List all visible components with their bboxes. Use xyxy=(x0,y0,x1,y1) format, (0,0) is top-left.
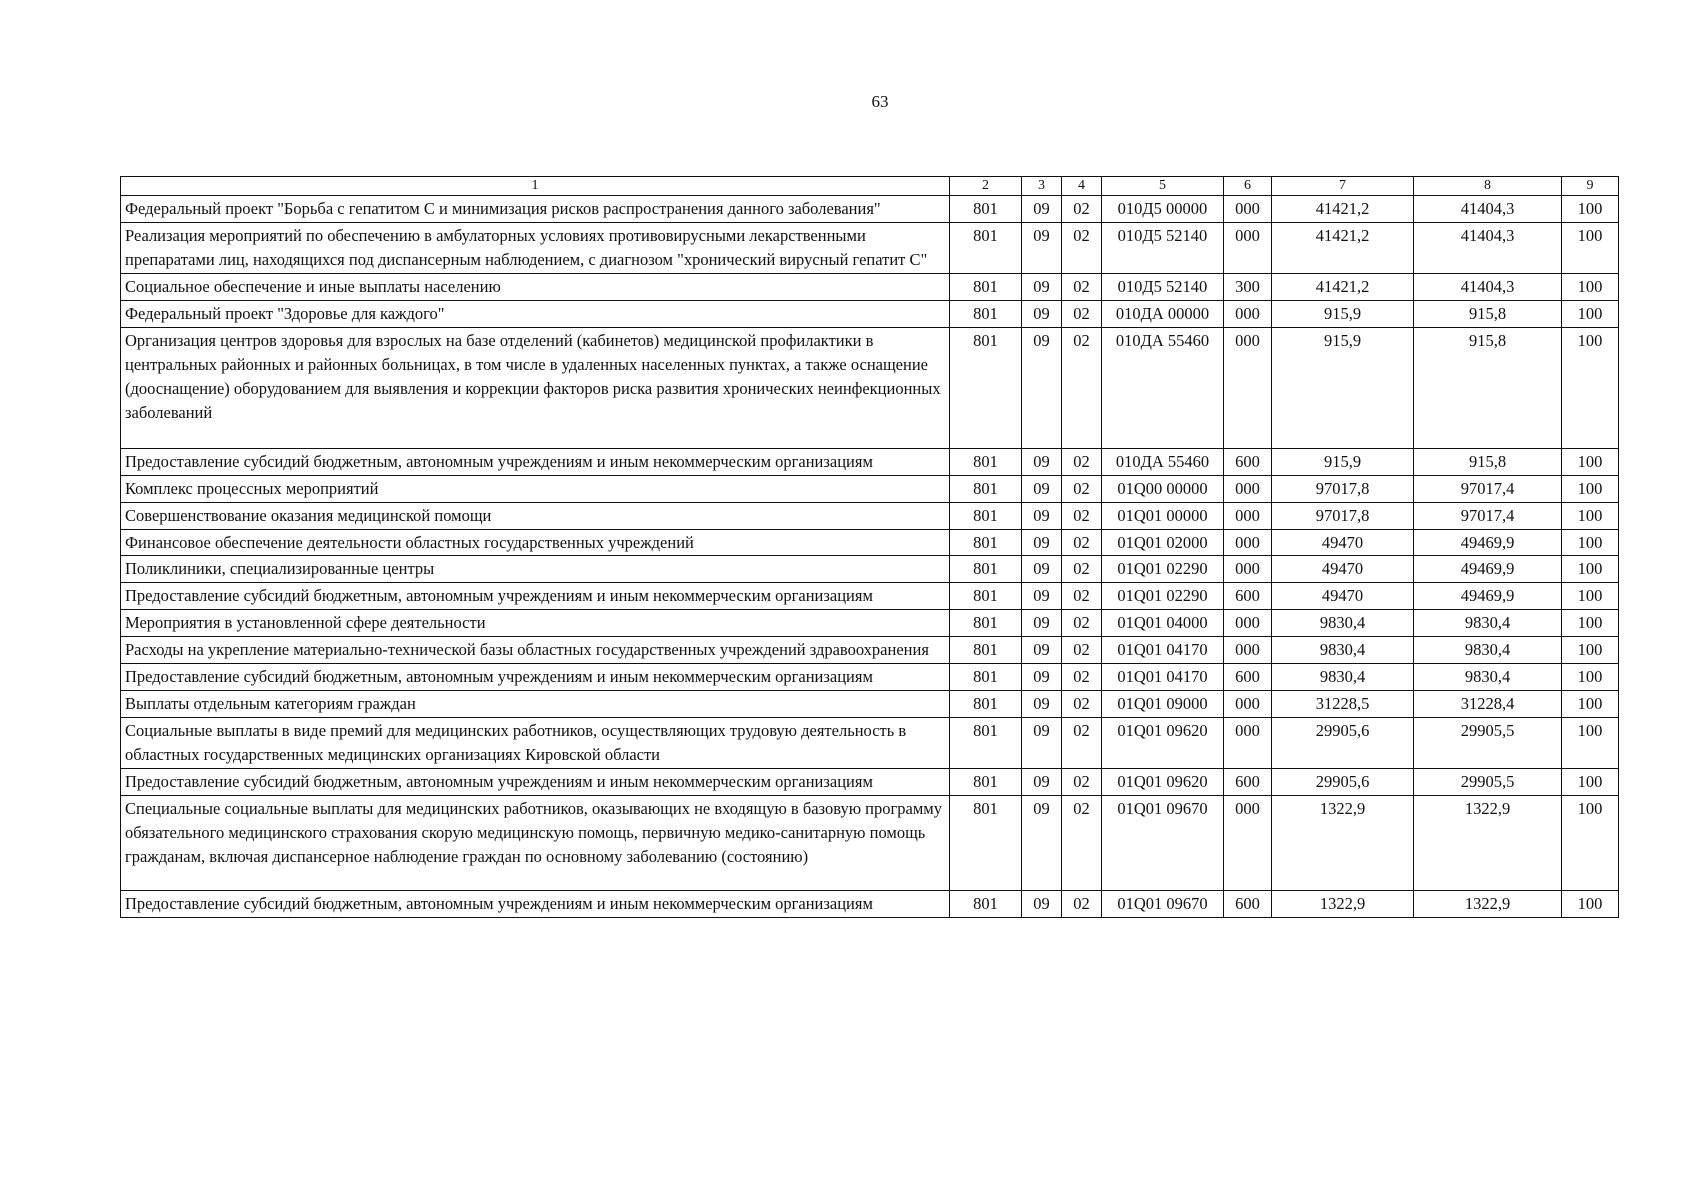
row-value-cell: 100 xyxy=(1562,637,1619,664)
row-value-cell: 9830,4 xyxy=(1272,637,1414,664)
row-value-cell: 000 xyxy=(1224,529,1272,556)
row-name-cell: Поликлиники, специализированные центры xyxy=(121,556,950,583)
row-value-cell: 29905,6 xyxy=(1272,768,1414,795)
row-value-cell: 000 xyxy=(1224,327,1272,448)
table-row xyxy=(121,502,1619,529)
row-value-cell: 9830,4 xyxy=(1272,610,1414,637)
row-value-cell: 915,8 xyxy=(1414,327,1562,448)
row-value-cell: 09 xyxy=(1022,475,1062,502)
row-value-cell: 09 xyxy=(1022,768,1062,795)
row-name-cell: Финансовое обеспечение деятельности областных государственных учреждений xyxy=(121,529,950,556)
row-value-cell: 000 xyxy=(1224,637,1272,664)
row-value-cell: 010Д5 52140 xyxy=(1102,223,1224,274)
row-name-cell: Федеральный проект "Здоровье для каждого" xyxy=(121,300,950,327)
row-name-cell: Мероприятия в установленной сфере деятельности xyxy=(121,610,950,637)
row-value-cell: 41421,2 xyxy=(1272,196,1414,223)
row-value-cell: 000 xyxy=(1224,196,1272,223)
row-value-cell: 000 xyxy=(1224,691,1272,718)
row-value-cell: 01Q01 09620 xyxy=(1102,718,1224,769)
row-name-cell: Предоставление субсидий бюджетным, автономным учреждениям и иным некоммерческим организациям xyxy=(121,583,950,610)
row-value-cell: 9830,4 xyxy=(1272,664,1414,691)
row-value-cell: 41421,2 xyxy=(1272,223,1414,274)
row-value-cell: 09 xyxy=(1022,795,1062,890)
row-value-cell: 300 xyxy=(1224,273,1272,300)
row-value-cell: 09 xyxy=(1022,664,1062,691)
row-value-cell: 801 xyxy=(950,556,1022,583)
row-value-cell: 600 xyxy=(1224,768,1272,795)
row-value-cell: 41404,3 xyxy=(1414,273,1562,300)
table-row xyxy=(121,556,1619,583)
row-value-cell: 02 xyxy=(1062,610,1102,637)
row-value-cell: 600 xyxy=(1224,448,1272,475)
table-header-row xyxy=(121,177,1619,196)
row-value-cell: 801 xyxy=(950,502,1022,529)
row-value-cell: 01Q01 09620 xyxy=(1102,768,1224,795)
row-value-cell: 100 xyxy=(1562,475,1619,502)
row-value-cell: 801 xyxy=(950,664,1022,691)
row-value-cell: 100 xyxy=(1562,448,1619,475)
row-value-cell: 801 xyxy=(950,475,1022,502)
row-value-cell: 41421,2 xyxy=(1272,273,1414,300)
row-value-cell: 9830,4 xyxy=(1414,637,1562,664)
row-value-cell: 801 xyxy=(950,795,1022,890)
row-value-cell: 915,9 xyxy=(1272,327,1414,448)
row-value-cell: 600 xyxy=(1224,583,1272,610)
row-value-cell: 49469,9 xyxy=(1414,556,1562,583)
row-value-cell: 100 xyxy=(1562,273,1619,300)
row-value-cell: 801 xyxy=(950,223,1022,274)
row-value-cell: 09 xyxy=(1022,556,1062,583)
column-header: 4 xyxy=(1062,177,1102,196)
table-row xyxy=(121,300,1619,327)
row-value-cell: 09 xyxy=(1022,610,1062,637)
row-value-cell: 02 xyxy=(1062,196,1102,223)
row-value-cell: 100 xyxy=(1562,664,1619,691)
row-value-cell: 801 xyxy=(950,691,1022,718)
row-value-cell: 01Q00 00000 xyxy=(1102,475,1224,502)
row-value-cell: 801 xyxy=(950,448,1022,475)
row-value-cell: 801 xyxy=(950,273,1022,300)
row-name-cell: Комплекс процессных мероприятий xyxy=(121,475,950,502)
row-value-cell: 01Q01 09670 xyxy=(1102,890,1224,917)
row-value-cell: 915,8 xyxy=(1414,300,1562,327)
row-name-cell: Предоставление субсидий бюджетным, автономным учреждениям и иным некоммерческим организациям xyxy=(121,664,950,691)
row-value-cell: 09 xyxy=(1022,529,1062,556)
row-value-cell: 9830,4 xyxy=(1414,610,1562,637)
row-name-cell: Выплаты отдельным категориям граждан xyxy=(121,691,950,718)
row-value-cell: 01Q01 00000 xyxy=(1102,502,1224,529)
column-header: 3 xyxy=(1022,177,1062,196)
row-name-cell: Расходы на укрепление материально-технической базы областных государственных учреждений здравоохранения xyxy=(121,637,950,664)
row-value-cell: 915,9 xyxy=(1272,300,1414,327)
column-header: 1 xyxy=(121,177,950,196)
row-value-cell: 01Q01 02290 xyxy=(1102,583,1224,610)
row-value-cell: 010ДА 55460 xyxy=(1102,327,1224,448)
table-row xyxy=(121,529,1619,556)
row-value-cell: 801 xyxy=(950,327,1022,448)
row-value-cell: 100 xyxy=(1562,327,1619,448)
row-value-cell: 100 xyxy=(1562,583,1619,610)
row-value-cell: 000 xyxy=(1224,502,1272,529)
row-value-cell: 02 xyxy=(1062,300,1102,327)
row-value-cell: 801 xyxy=(950,196,1022,223)
row-value-cell: 801 xyxy=(950,718,1022,769)
row-name-cell: Предоставление субсидий бюджетным, автономным учреждениям и иным некоммерческим организациям xyxy=(121,768,950,795)
column-header: 2 xyxy=(950,177,1022,196)
table-row xyxy=(121,223,1619,274)
row-value-cell: 100 xyxy=(1562,196,1619,223)
row-value-cell: 02 xyxy=(1062,223,1102,274)
row-name-cell: Организация центров здоровья для взрослых на базе отделений (кабинетов) медицинской профилактики в центральных районных и районных больницах, в том числе в удаленных населенных пунктах, а также оснащение (дооснащение) оборудованием для выявления и коррекции факторов риска развития хронических неинфекционных заболеваний xyxy=(121,327,950,448)
row-value-cell: 09 xyxy=(1022,718,1062,769)
row-value-cell: 000 xyxy=(1224,718,1272,769)
row-value-cell: 02 xyxy=(1062,664,1102,691)
table-row xyxy=(121,795,1619,890)
table-row xyxy=(121,768,1619,795)
row-value-cell: 100 xyxy=(1562,556,1619,583)
row-value-cell: 02 xyxy=(1062,637,1102,664)
row-value-cell: 010ДА 00000 xyxy=(1102,300,1224,327)
table-row xyxy=(121,273,1619,300)
table-row xyxy=(121,475,1619,502)
row-value-cell: 01Q01 04000 xyxy=(1102,610,1224,637)
row-value-cell: 01Q01 04170 xyxy=(1102,664,1224,691)
row-value-cell: 010ДА 55460 xyxy=(1102,448,1224,475)
row-value-cell: 02 xyxy=(1062,691,1102,718)
row-name-cell: Специальные социальные выплаты для медицинских работников, оказывающих не входящую в базовую программу обязательного медицинского страхования скорую медицинскую помощь, первичную медико-санитарную помощь гражданам, включая диспансерное наблюдение граждан по основному заболеванию (состоянию) xyxy=(121,795,950,890)
row-value-cell: 31228,4 xyxy=(1414,691,1562,718)
row-value-cell: 09 xyxy=(1022,223,1062,274)
row-name-cell: Социальные выплаты в виде премий для медицинских работников, осуществляющих трудовую деятельность в областных государственных медицинских организациях Кировской области xyxy=(121,718,950,769)
row-value-cell: 100 xyxy=(1562,768,1619,795)
row-value-cell: 02 xyxy=(1062,768,1102,795)
row-name-cell: Федеральный проект "Борьба с гепатитом С и минимизация рисков распространения данного заболевания" xyxy=(121,196,950,223)
row-value-cell: 000 xyxy=(1224,223,1272,274)
row-value-cell: 02 xyxy=(1062,475,1102,502)
row-value-cell: 97017,4 xyxy=(1414,502,1562,529)
row-value-cell: 600 xyxy=(1224,664,1272,691)
row-value-cell: 1322,9 xyxy=(1414,795,1562,890)
row-value-cell: 100 xyxy=(1562,300,1619,327)
row-value-cell: 02 xyxy=(1062,273,1102,300)
column-header: 5 xyxy=(1102,177,1224,196)
row-value-cell: 09 xyxy=(1022,890,1062,917)
row-value-cell: 49470 xyxy=(1272,556,1414,583)
row-value-cell: 100 xyxy=(1562,795,1619,890)
row-value-cell: 100 xyxy=(1562,691,1619,718)
row-value-cell: 100 xyxy=(1562,890,1619,917)
row-value-cell: 29905,6 xyxy=(1272,718,1414,769)
row-value-cell: 000 xyxy=(1224,475,1272,502)
row-value-cell: 97017,4 xyxy=(1414,475,1562,502)
row-value-cell: 09 xyxy=(1022,273,1062,300)
row-value-cell: 49469,9 xyxy=(1414,583,1562,610)
row-name-cell: Реализация мероприятий по обеспечению в амбулаторных условиях противовирусными лекарственными препаратами лиц, находящихся под диспансерным наблюдением, с диагнозом "хронический вирусный гепатит С" xyxy=(121,223,950,274)
row-value-cell: 02 xyxy=(1062,448,1102,475)
row-value-cell: 49470 xyxy=(1272,529,1414,556)
table-row xyxy=(121,610,1619,637)
row-value-cell: 02 xyxy=(1062,556,1102,583)
column-header: 6 xyxy=(1224,177,1272,196)
row-value-cell: 000 xyxy=(1224,300,1272,327)
row-name-cell: Совершенствование оказания медицинской помощи xyxy=(121,502,950,529)
row-value-cell: 000 xyxy=(1224,795,1272,890)
row-value-cell: 010Д5 52140 xyxy=(1102,273,1224,300)
row-value-cell: 09 xyxy=(1022,327,1062,448)
row-value-cell: 000 xyxy=(1224,556,1272,583)
row-value-cell: 09 xyxy=(1022,691,1062,718)
row-value-cell: 31228,5 xyxy=(1272,691,1414,718)
table-row xyxy=(121,637,1619,664)
row-value-cell: 09 xyxy=(1022,502,1062,529)
row-value-cell: 100 xyxy=(1562,718,1619,769)
row-value-cell: 801 xyxy=(950,583,1022,610)
column-header: 8 xyxy=(1414,177,1562,196)
column-header: 9 xyxy=(1562,177,1619,196)
page-number: 63 xyxy=(871,92,889,111)
row-value-cell: 801 xyxy=(950,768,1022,795)
row-value-cell: 97017,8 xyxy=(1272,475,1414,502)
table-row xyxy=(121,448,1619,475)
row-value-cell: 02 xyxy=(1062,529,1102,556)
row-value-cell: 09 xyxy=(1022,196,1062,223)
row-value-cell: 41404,3 xyxy=(1414,223,1562,274)
row-value-cell: 801 xyxy=(950,529,1022,556)
row-value-cell: 02 xyxy=(1062,890,1102,917)
table-row xyxy=(121,890,1619,917)
row-value-cell: 01Q01 02000 xyxy=(1102,529,1224,556)
table-row xyxy=(121,664,1619,691)
row-value-cell: 02 xyxy=(1062,718,1102,769)
table-body xyxy=(121,196,1619,918)
row-value-cell: 600 xyxy=(1224,890,1272,917)
table-row xyxy=(121,196,1619,223)
row-value-cell: 915,9 xyxy=(1272,448,1414,475)
row-value-cell: 29905,5 xyxy=(1414,718,1562,769)
row-value-cell: 97017,8 xyxy=(1272,502,1414,529)
row-value-cell: 9830,4 xyxy=(1414,664,1562,691)
table-row xyxy=(121,691,1619,718)
row-name-cell: Предоставление субсидий бюджетным, автономным учреждениям и иным некоммерческим организациям xyxy=(121,890,950,917)
row-value-cell: 29905,5 xyxy=(1414,768,1562,795)
row-value-cell: 09 xyxy=(1022,448,1062,475)
row-value-cell: 1322,9 xyxy=(1272,890,1414,917)
row-value-cell: 01Q01 02290 xyxy=(1102,556,1224,583)
row-value-cell: 01Q01 09670 xyxy=(1102,795,1224,890)
row-value-cell: 09 xyxy=(1022,300,1062,327)
row-value-cell: 01Q01 04170 xyxy=(1102,637,1224,664)
row-value-cell: 801 xyxy=(950,890,1022,917)
row-value-cell: 100 xyxy=(1562,502,1619,529)
table-row xyxy=(121,718,1619,769)
table-row xyxy=(121,327,1619,448)
row-value-cell: 02 xyxy=(1062,583,1102,610)
row-value-cell: 100 xyxy=(1562,610,1619,637)
row-value-cell: 49469,9 xyxy=(1414,529,1562,556)
row-value-cell: 801 xyxy=(950,637,1022,664)
row-value-cell: 000 xyxy=(1224,610,1272,637)
row-value-cell: 09 xyxy=(1022,637,1062,664)
row-value-cell: 01Q01 09000 xyxy=(1102,691,1224,718)
row-value-cell: 02 xyxy=(1062,502,1102,529)
row-value-cell: 09 xyxy=(1022,583,1062,610)
row-value-cell: 801 xyxy=(950,300,1022,327)
row-name-cell: Предоставление субсидий бюджетным, автономным учреждениям и иным некоммерческим организациям xyxy=(121,448,950,475)
column-header: 7 xyxy=(1272,177,1414,196)
budget-table xyxy=(120,176,1619,918)
row-value-cell: 02 xyxy=(1062,795,1102,890)
row-value-cell: 02 xyxy=(1062,327,1102,448)
row-value-cell: 41404,3 xyxy=(1414,196,1562,223)
row-value-cell: 100 xyxy=(1562,529,1619,556)
row-value-cell: 1322,9 xyxy=(1272,795,1414,890)
row-value-cell: 49470 xyxy=(1272,583,1414,610)
row-value-cell: 915,8 xyxy=(1414,448,1562,475)
row-name-cell: Социальное обеспечение и иные выплаты населению xyxy=(121,273,950,300)
row-value-cell: 010Д5 00000 xyxy=(1102,196,1224,223)
table-row xyxy=(121,583,1619,610)
row-value-cell: 1322,9 xyxy=(1414,890,1562,917)
row-value-cell: 801 xyxy=(950,610,1022,637)
row-value-cell: 100 xyxy=(1562,223,1619,274)
